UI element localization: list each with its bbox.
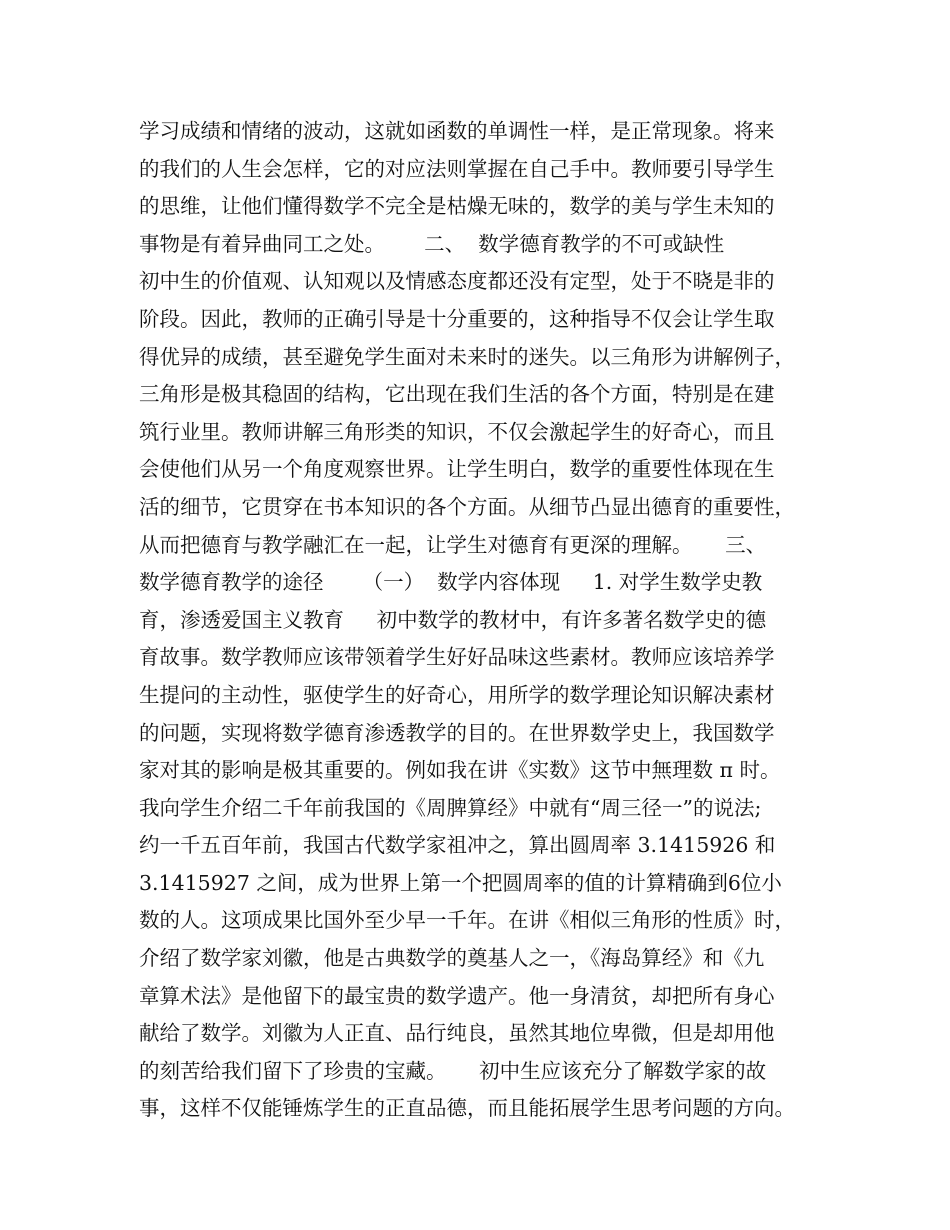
text-line: 的刻苦给我们留下了珍贵的宝藏。 初中生应该充分了解数学家的故 — [139, 1058, 767, 1083]
text-line: 育，渗透爱国主义教育 初中数学的教材中，有许多著名数学史的德 — [139, 607, 767, 632]
body-text — [139, 113, 829, 1128]
text-line: 学习成绩和情绪的波动，这就如函数的单调性一样，是正常现象。将来 — [139, 119, 775, 143]
text-line: 约一千五百年前，我国古代数学家祖冲之，算出圆周率 3.1415926 和 — [139, 833, 776, 858]
text-line: 介绍了数学家刘徽，他是古典数学的奠基人之一，《海岛算经》和《九 — [139, 946, 765, 971]
text-line: 献给了数学。刘徽为人正直、品行纯良，虽然其地位卑微，但是却用他 — [139, 1021, 775, 1046]
text-line: 阶段。因此，教师的正确引导是十分重要的，这种指导不仅会让学生取 — [139, 306, 775, 331]
text-line: 筑行业里。教师讲解三角形类的知识，不仅会激起学生的好奇心，而且 — [139, 419, 775, 444]
text-line: 从而把德育与教学融汇在一起，让学生对德育有更深的理解。 三、 — [139, 532, 767, 557]
text-line: 数学德育教学的途径 （一） 数学内容体现 1. 对学生数学史教 — [139, 570, 763, 595]
text-line: 的问题，实现将数学德育渗透教学的目的。在世界数学史上，我国数学 — [139, 720, 775, 745]
text-line: 事物是有着异曲同工之处。 二、 数学德育教学的不可或缺性 — [139, 231, 725, 256]
text-line: 初中生的价值观、认知观以及情感态度都还没有定型，处于不晓是非的 — [139, 269, 775, 294]
text-line: 家对其的影响是极其重要的。例如我在讲《实数》这节中無理数 π 时。 — [139, 758, 781, 783]
text-line: 事，这样不仅能锤炼学生的正直品德，而且能拓展学生思考问题的方向。 — [139, 1096, 795, 1121]
text-line: 三角形是极其稳固的结构，它出现在我们生活的各个方面，特别是在建 — [139, 382, 775, 407]
text-line: 3.1415927 之间，成为世界上第一个把圆周率的值的计算精确到6位小 — [139, 870, 782, 895]
text-line: 活的细节，它贯穿在书本知识的各个方面。从细节凸显出德育的重要性， — [139, 494, 795, 519]
text-line: 会使他们从另一个角度观察世界。让学生明白，数学的重要性体现在生 — [139, 457, 775, 482]
text-line: 章算术法》是他留下的最宝贵的数学遗产。他一身清贫，却把所有身心 — [139, 983, 775, 1008]
text-line: 生提问的主动性，驱使学生的好奇心，用所学的数学理论知识解决素材 — [139, 682, 775, 707]
text-line: 的我们的人生会怎样，它的对应法则掌握在自己手中。教师要引导学生 — [139, 156, 775, 181]
text-line: 数的人。这项成果比国外至少早一千年。在讲《相似三角形的性质》时， — [139, 908, 795, 933]
text-line: 得优异的成绩，甚至避免学生面对未来时的迷失。以三角形为讲解例子， — [139, 344, 795, 369]
text-line: 的思维，让他们懂得数学不完全是枯燥无味的，数学的美与学生未知的 — [139, 194, 775, 219]
text-line: 我向学生介绍二千年前我国的《周脾算经》中就有“周三径一”的说法; — [139, 795, 762, 820]
text-line: 育故事。数学教师应该带领着学生好好品味这些素材。教师应该培养学 — [139, 645, 775, 670]
